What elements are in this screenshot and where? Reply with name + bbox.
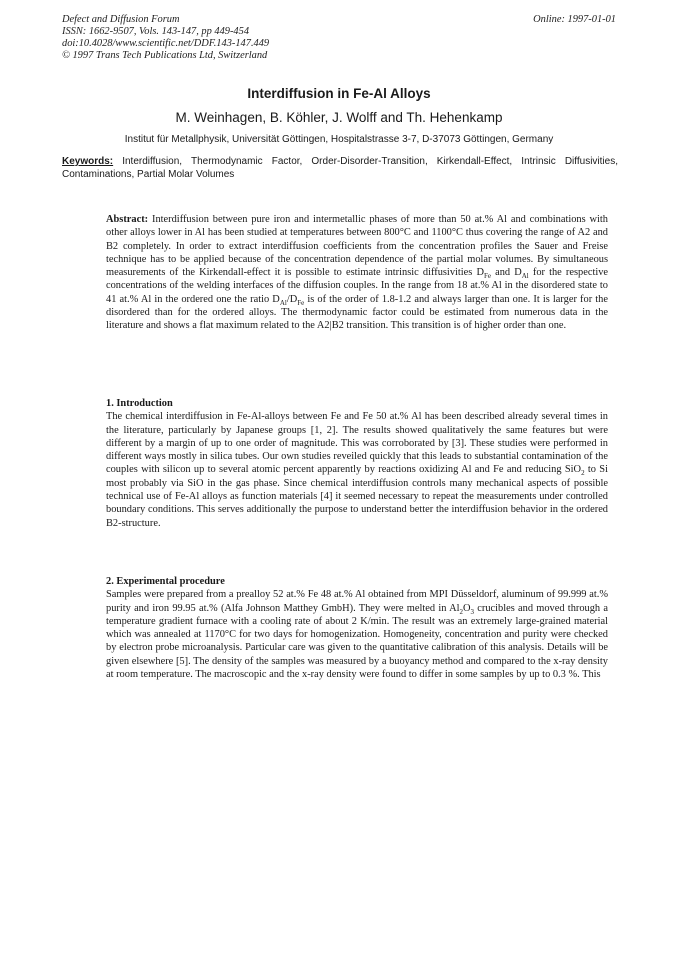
affiliation: Institut für Metallphysik, Universität Göttingen, Hospitalstrasse 3-7, D-37073 Göttingen, Germany [124, 134, 554, 145]
copyright-line: © 1997 Trans Tech Publications Ltd, Switzerland [62, 50, 268, 61]
subscript: Al [279, 298, 287, 307]
abstract-text-1: Interdiffusion between pure iron and intermetallic phases of more than 50 at.% Al and combinations with other alloys lower in Al has been studied at temperatures between 800°C and 1100°C thus covering the range of A2 and B2 completely. In order to extract interdiffusion coefficients from the concentration profiles the Sauer and Freise technique has to be applied because of the concentration dependence of the partial molar volumes. By simultaneous measurements of the Kirkendall-effect it is possible to estimate intrinsic diffusivities D [106, 214, 608, 279]
experimental-text-2: crucibles and moved through a temperature gradient furnace with a cooling rate of about 2 K/min. The result was an extremely large-grained material which was annealed at 1170°C for two days for homogenization. Homogeneity, concentration and purity were checked by electron probe microanalysis. Particular care was given to the quantitative calibration of this analysis. Details will be given elsewhere [5]. The density of the samples was measured by a buoyancy method and compared to the x-ray density at room temperature. The macroscopic and the x-ray density were found to differ in some samples by up to 0.3 %. This [106, 602, 608, 681]
abstract-label: Abstract: [106, 214, 149, 225]
online-date: Online: 1997-01-01 [533, 14, 616, 25]
journal-name: Defect and Diffusion Forum [62, 14, 180, 25]
journal-header [62, 14, 269, 62]
paper-authors: M. Weinhagen, B. Köhler, J. Wolff and Th. Hehenkamp [175, 110, 503, 125]
abstract-text: /D [286, 293, 298, 305]
subscript: Al [521, 272, 529, 281]
subscript: Fe [297, 298, 305, 307]
section-heading: 2. Experimental procedure [106, 576, 225, 587]
abstract [106, 213, 608, 333]
doi-line: doi:10.4028/www.scientific.net/DDF.143-147.449 [62, 38, 270, 49]
experimental-text-1: Samples were prepared from a prealloy 52 at.% Fe 48 at.% Al obtained from MPI Düsseldorf, aluminum of 99.999 at.% purity and iron 99.95 at.% (Alfa Johnson Matthey GmbH). They were melted in Al [106, 589, 608, 614]
subscript: 3 [470, 607, 474, 616]
keywords-text: Interdiffusion, Thermodynamic Factor, Order-Disorder-Transition, Kirkendall-Effect, Intrinsic Diffusivities, Contaminations, Partial Molar Volumes [62, 156, 618, 180]
section-heading: 1. Introduction [106, 398, 173, 409]
introduction-section [106, 397, 608, 530]
abstract-text-3: is of the order of 1.8-1.2 and always larger than one. It is larger for the disordered than for the ordered alloys. The thermodynamic factor could be estimated from numerous data in the literature and shows a flat maximum related to the A2|B2 transition. This transition is of higher order than one. [106, 293, 608, 332]
keywords-label: Keywords: [62, 156, 114, 167]
abstract-text-2: for the respective concentrations of the welding interfaces of the diffusion couples. In the range from 18 at.% Al in the disordered state to 41 at.% Al in the ordered one the ratio D [106, 267, 609, 305]
issn-line: ISSN: 1662-9507, Vols. 143-147, pp 449-454 [62, 26, 250, 37]
introduction-text-2: to Si most probably via SiO in the gas phase. Since chemical interdiffusion controls many mechanical aspects of possible technical use of Fe-Al alloys as function materials [4] it seemed necessary to repeat the measurements under controlled boundary conditions. This serves additionally the purpose to understand better the interdiffusion behavior in the ordered B2-structure. [106, 464, 608, 529]
subscript: 2 [459, 607, 463, 616]
experimental-text: O [462, 602, 471, 614]
subscript: 2 [581, 469, 585, 478]
paper-title: Interdiffusion in Fe-Al Alloys [247, 86, 431, 101]
introduction-text-1: The chemical interdiffusion in Fe-Al-alloys between Fe and Fe 50 at.% Al has been described already several times in the literature, particularly by Japanese groups [1, 2]. The results showed qualitatively the same features but were different by a margin of up to one order of magnitude. This was corroborated by [3]. These studies were performed in different ways mostly in silica tubes. Our own studies reveiled quickly that this leads to substantial contamination of the couples with silicon up to several atomic percent apparently by reactions oxidizing Al and Fe and reducing SiO [106, 411, 608, 476]
subscript: Fe [483, 272, 491, 281]
keywords [62, 156, 618, 181]
abstract-text: and D [490, 267, 522, 279]
experimental-section [106, 575, 608, 681]
